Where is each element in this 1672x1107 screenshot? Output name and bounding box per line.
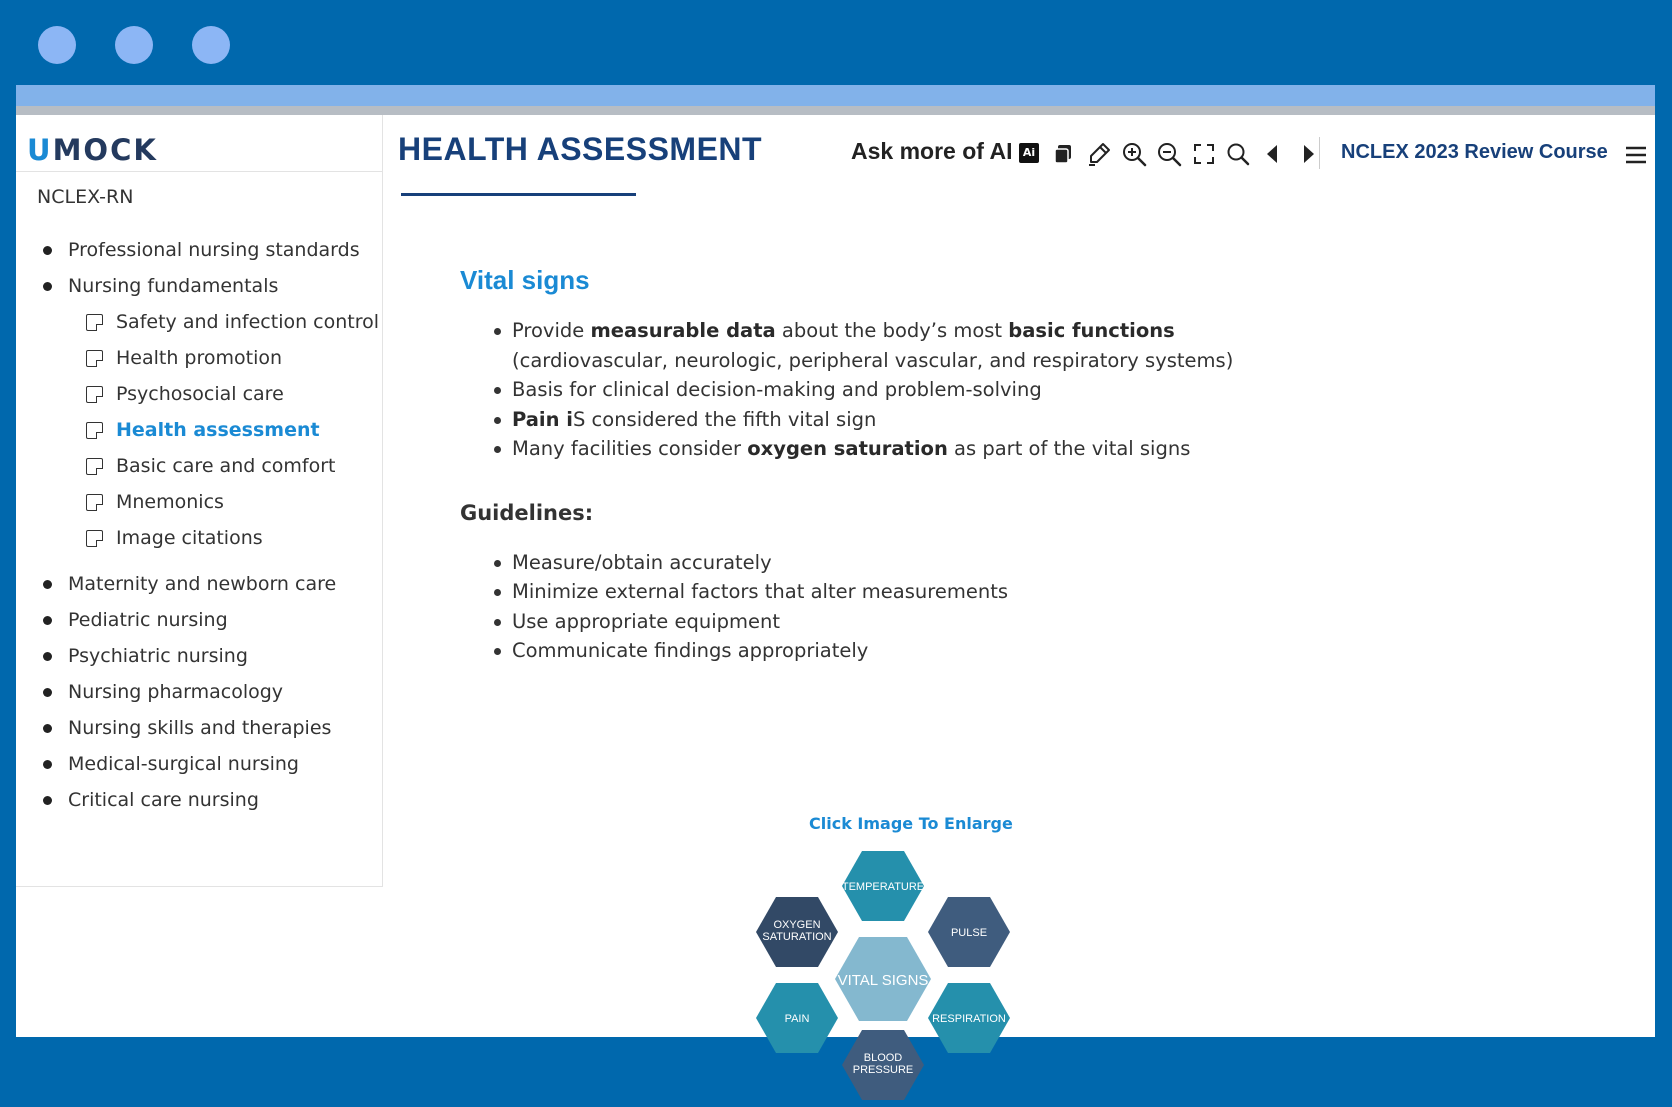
- hex-pain-label: PAIN: [784, 1013, 810, 1025]
- sidebar-subitem-mnemonics[interactable]: [16, 484, 382, 520]
- previous-icon[interactable]: [1260, 141, 1286, 167]
- ask-ai-button[interactable]: Ask more of AI: [851, 138, 1013, 164]
- list-item: Provide measurable data about the body’s most basic functions (cardiovascular, neurologic, peripheral vascular, and respiratory systems): [494, 316, 1284, 375]
- fullscreen-icon[interactable]: [1191, 141, 1217, 167]
- list-item: Many facilities consider oxygen saturation as part of the vital signs: [494, 434, 1284, 464]
- hex-blood-pressure-label-2: PRESSURE: [852, 1064, 914, 1076]
- sidebar-sublist: [16, 304, 382, 566]
- sidebar-item-pediatric-nursing[interactable]: [16, 602, 382, 638]
- sidebar-subitem-health-assessment[interactable]: [16, 412, 382, 448]
- sidebar-item-label: Psychiatric nursing: [68, 645, 248, 667]
- hex-oxygen-label-1: OXYGEN: [773, 919, 821, 931]
- note-icon: [86, 458, 103, 475]
- note-icon: [86, 494, 103, 511]
- sidebar-subitem-label: Basic care and comfort: [116, 455, 336, 477]
- hex-respiration-label: RESPIRATION: [932, 1013, 1006, 1025]
- list-item: Basis for clinical decision-making and problem-solving: [494, 375, 1284, 405]
- app-window: [16, 85, 1655, 1076]
- hex-pain: [756, 983, 838, 1053]
- sidebar-subitem-label: Mnemonics: [116, 491, 224, 513]
- click-to-enlarge-link[interactable]: Click Image To Enlarge: [809, 814, 1013, 833]
- sidebar-item-label: Nursing skills and therapies: [68, 717, 332, 739]
- sidebar-subitem-safety-infection-control[interactable]: [16, 304, 382, 340]
- sidebar-subitem-label: Health promotion: [116, 347, 283, 369]
- sidebar-subitem-label: Image citations: [116, 527, 263, 549]
- sidebar-item-label: Professional nursing standards: [68, 239, 360, 261]
- sidebar-item-nursing-fundamentals[interactable]: [16, 268, 382, 304]
- sidebar-nav: [16, 232, 382, 818]
- window-top-bar: [16, 85, 1655, 106]
- search-icon[interactable]: [1225, 141, 1251, 167]
- sidebar-item-label: Critical care nursing: [68, 789, 259, 811]
- sidebar-subitem-psychosocial-care[interactable]: [16, 376, 382, 412]
- window-dot-maximize[interactable]: [192, 26, 230, 64]
- layers-icon[interactable]: [1050, 141, 1076, 167]
- list-item: Measure/obtain accurately: [494, 548, 1284, 578]
- bullet-icon: [43, 246, 52, 255]
- hex-oxygen-saturation: [756, 897, 838, 967]
- page-title: HEALTH ASSESSMENT: [398, 131, 763, 167]
- sidebar-item-maternity-newborn-care[interactable]: [16, 566, 382, 602]
- hex-oxygen-label-2: SATURATION: [762, 931, 832, 943]
- ai-badge-icon[interactable]: Ai: [1019, 143, 1039, 163]
- bullet-icon: [43, 616, 52, 625]
- section-title: Vital signs: [460, 265, 590, 295]
- window-dot-minimize[interactable]: [115, 26, 153, 64]
- window-top-divider: [16, 106, 1655, 115]
- sidebar-item-nursing-pharmacology[interactable]: [16, 674, 382, 710]
- bullet-icon: [43, 724, 52, 733]
- sidebar-item-label: Maternity and newborn care: [68, 573, 337, 595]
- list-item: Use appropriate equipment: [494, 607, 1284, 637]
- hex-pulse: [928, 897, 1010, 967]
- main-content: [460, 265, 1560, 666]
- sidebar-subitem-health-promotion[interactable]: [16, 340, 382, 376]
- bullet-icon: [43, 688, 52, 697]
- sidebar-item-label: Nursing fundamentals: [68, 275, 279, 297]
- bullet-icon: [43, 580, 52, 589]
- sidebar-subitems: [16, 304, 382, 566]
- note-icon: [86, 386, 103, 403]
- title-underline: [401, 193, 636, 196]
- hex-blood-pressure: [842, 1030, 924, 1100]
- sidebar-item-critical-care-nursing[interactable]: [16, 782, 382, 818]
- bullet-icon: [43, 282, 52, 291]
- hex-blood-pressure-label-1: BLOOD: [863, 1052, 903, 1064]
- window-controls: [38, 26, 230, 64]
- sidebar-subitem-label: Health assessment: [116, 419, 320, 441]
- sidebar-item-professional-nursing-standards[interactable]: [16, 232, 382, 268]
- sidebar-subitem-label: Safety and infection control: [116, 311, 380, 333]
- note-icon: [86, 530, 103, 547]
- sidebar-item-psychiatric-nursing[interactable]: [16, 638, 382, 674]
- content-header: [383, 115, 1655, 195]
- course-name[interactable]: NCLEX 2023 Review Course: [1341, 141, 1608, 163]
- list-item: Pain iS considered the fifth vital sign: [494, 405, 1284, 435]
- vital-signs-list: [494, 316, 1284, 464]
- hamburger-menu-icon[interactable]: [1625, 144, 1647, 166]
- program-name: NCLEX-RN: [37, 186, 134, 208]
- sidebar-item-label: Nursing pharmacology: [68, 681, 284, 703]
- sidebar: [16, 115, 383, 887]
- sidebar-item-label: Medical-surgical nursing: [68, 753, 299, 775]
- zoom-in-icon[interactable]: [1121, 141, 1147, 167]
- hex-center-label: VITAL SIGNS: [837, 972, 929, 989]
- header-divider: [1319, 137, 1320, 169]
- hex-center: [835, 937, 931, 1021]
- bullet-icon: [43, 652, 52, 661]
- sidebar-item-nursing-skills-therapies[interactable]: [16, 710, 382, 746]
- note-icon: [86, 314, 103, 331]
- guidelines-heading: Guidelines:: [460, 500, 594, 525]
- sidebar-subitem-basic-care-comfort[interactable]: [16, 448, 382, 484]
- logo-rest: MOCK: [52, 133, 158, 167]
- vital-signs-diagram[interactable]: [756, 851, 1026, 1107]
- hex-respiration: [928, 983, 1010, 1053]
- hex-temperature-label: TEMPERATURE: [841, 881, 925, 893]
- sidebar-item-label: Pediatric nursing: [68, 609, 228, 631]
- highlighter-icon[interactable]: [1086, 141, 1112, 167]
- note-icon: [86, 350, 103, 367]
- list-item: Minimize external factors that alter measurements: [494, 577, 1284, 607]
- next-icon[interactable]: [1295, 141, 1321, 167]
- sidebar-item-medical-surgical-nursing[interactable]: [16, 746, 382, 782]
- hex-pulse-label: PULSE: [950, 927, 988, 939]
- logo-first-letter: U: [27, 133, 53, 167]
- bullet-icon: [43, 760, 52, 769]
- note-icon: [86, 422, 103, 439]
- zoom-out-icon[interactable]: [1156, 141, 1182, 167]
- guidelines-list: [494, 548, 1284, 666]
- window-dot-close[interactable]: [38, 26, 76, 64]
- logo[interactable]: [16, 115, 382, 172]
- sidebar-subitem-label: Psychosocial care: [116, 383, 284, 405]
- list-item: Communicate findings appropriately: [494, 636, 1284, 666]
- hex-temperature: [842, 851, 924, 921]
- bullet-icon: [43, 796, 52, 805]
- sidebar-subitem-image-citations[interactable]: [16, 520, 382, 556]
